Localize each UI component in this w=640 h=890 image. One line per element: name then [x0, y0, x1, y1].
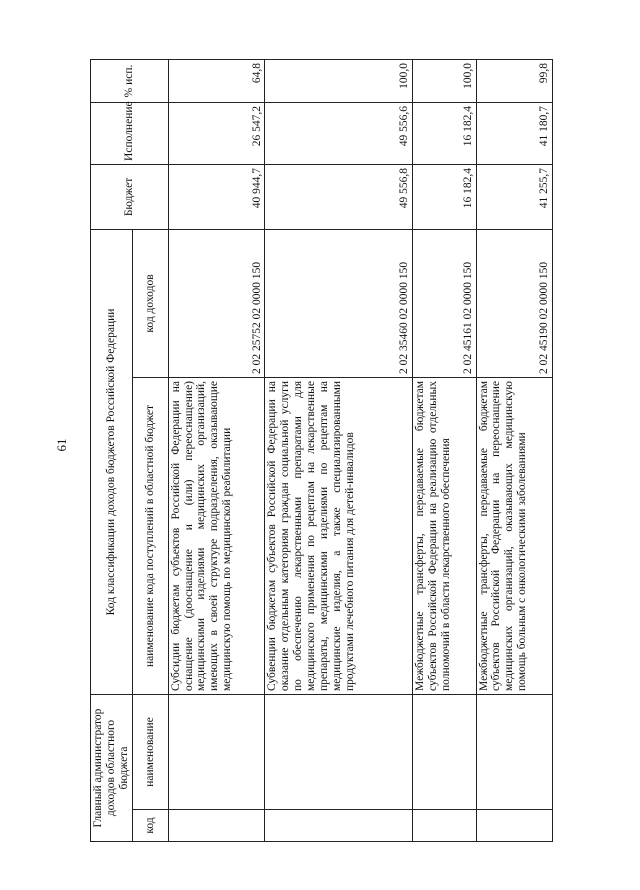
header-income-code: код доходов [132, 229, 168, 377]
cell-receipt-name: Межбюджетные трансферты, передаваемые бюджетам субъектов Российской Федерации на переоснащение медицинских организаций, оказывающих медицинскую помощь больным с онкологическими заболеваниями [476, 377, 553, 694]
table-row [413, 59, 476, 841]
budget-income-table [90, 59, 553, 842]
cell-percent: 100,0 [265, 59, 413, 102]
header-budget: Бюджет [91, 164, 169, 229]
cell-budget: 40 944,7 [168, 164, 265, 229]
cell-income-code: 2 02 45161 02 0000 150 [413, 229, 476, 377]
header-receipt-name: наименование кода поступлений в областной бюджет [132, 377, 168, 694]
header-admin-name: наименование [132, 694, 168, 809]
cell-admin-code [265, 810, 413, 842]
table-row [476, 59, 553, 841]
cell-admin-code [476, 810, 553, 842]
cell-execution: 26 547,2 [168, 102, 265, 164]
cell-execution: 49 556,6 [265, 102, 413, 164]
cell-execution: 41 180,7 [476, 102, 553, 164]
cell-income-code: 2 02 35460 02 0000 150 [265, 229, 413, 377]
cell-admin-name [168, 694, 265, 809]
cell-receipt-name: Субсидии бюджетам субъектов Российской Федерации на оснащение (дооснащение и (или) переоснащение) медицинскими изделиями медицинских организаций, имеющих в своей структуре подразделения, оказывающие медицинскую помощь по медицинской реабилитации [168, 377, 265, 694]
cell-execution: 16 182,4 [413, 102, 476, 164]
cell-admin-name [476, 694, 553, 809]
cell-admin-code [413, 810, 476, 842]
header-percent: % исп. [91, 59, 169, 102]
cell-admin-name [265, 694, 413, 809]
cell-income-code: 2 02 45190 02 0000 150 [476, 229, 553, 377]
cell-percent: 64,8 [168, 59, 265, 102]
cell-receipt-name: Межбюджетные трансферты, передаваемые бюджетам субъектов Российской Федерации на реализацию отдельных полномочий в области лекарственного обеспечения [413, 377, 476, 694]
header-admin-code: код [132, 810, 168, 842]
table-row [265, 59, 413, 841]
page-number: 61 [54, 438, 69, 452]
cell-budget: 41 255,7 [476, 164, 553, 229]
header-main-admin: Главный администратор доходов областного бюджета [91, 694, 133, 841]
header-execution: Исполнение [91, 102, 169, 164]
table-row [168, 59, 265, 841]
cell-percent: 99,8 [476, 59, 553, 102]
cell-admin-name [413, 694, 476, 809]
rotated-table-container [90, 60, 553, 842]
cell-admin-code [168, 810, 265, 842]
cell-percent: 100,0 [413, 59, 476, 102]
cell-receipt-name: Субвенции бюджетам субъектов Российской Федерации на оказание отдельным категориям граждан социальной услуги по обеспечению лекарственными препаратами для медицинского применения по рецептам на лекарственные препараты, медицинскими изделиями по рецептам на медицинские изделия, а также специализированными продуктами лечебного питания для детей-инвалидов [265, 377, 413, 694]
cell-budget: 49 556,8 [265, 164, 413, 229]
header-classification: Код классификации доходов бюджетов Российской Федерации [91, 229, 133, 694]
cell-budget: 16 182,4 [413, 164, 476, 229]
cell-income-code: 2 02 25752 02 0000 150 [168, 229, 265, 377]
